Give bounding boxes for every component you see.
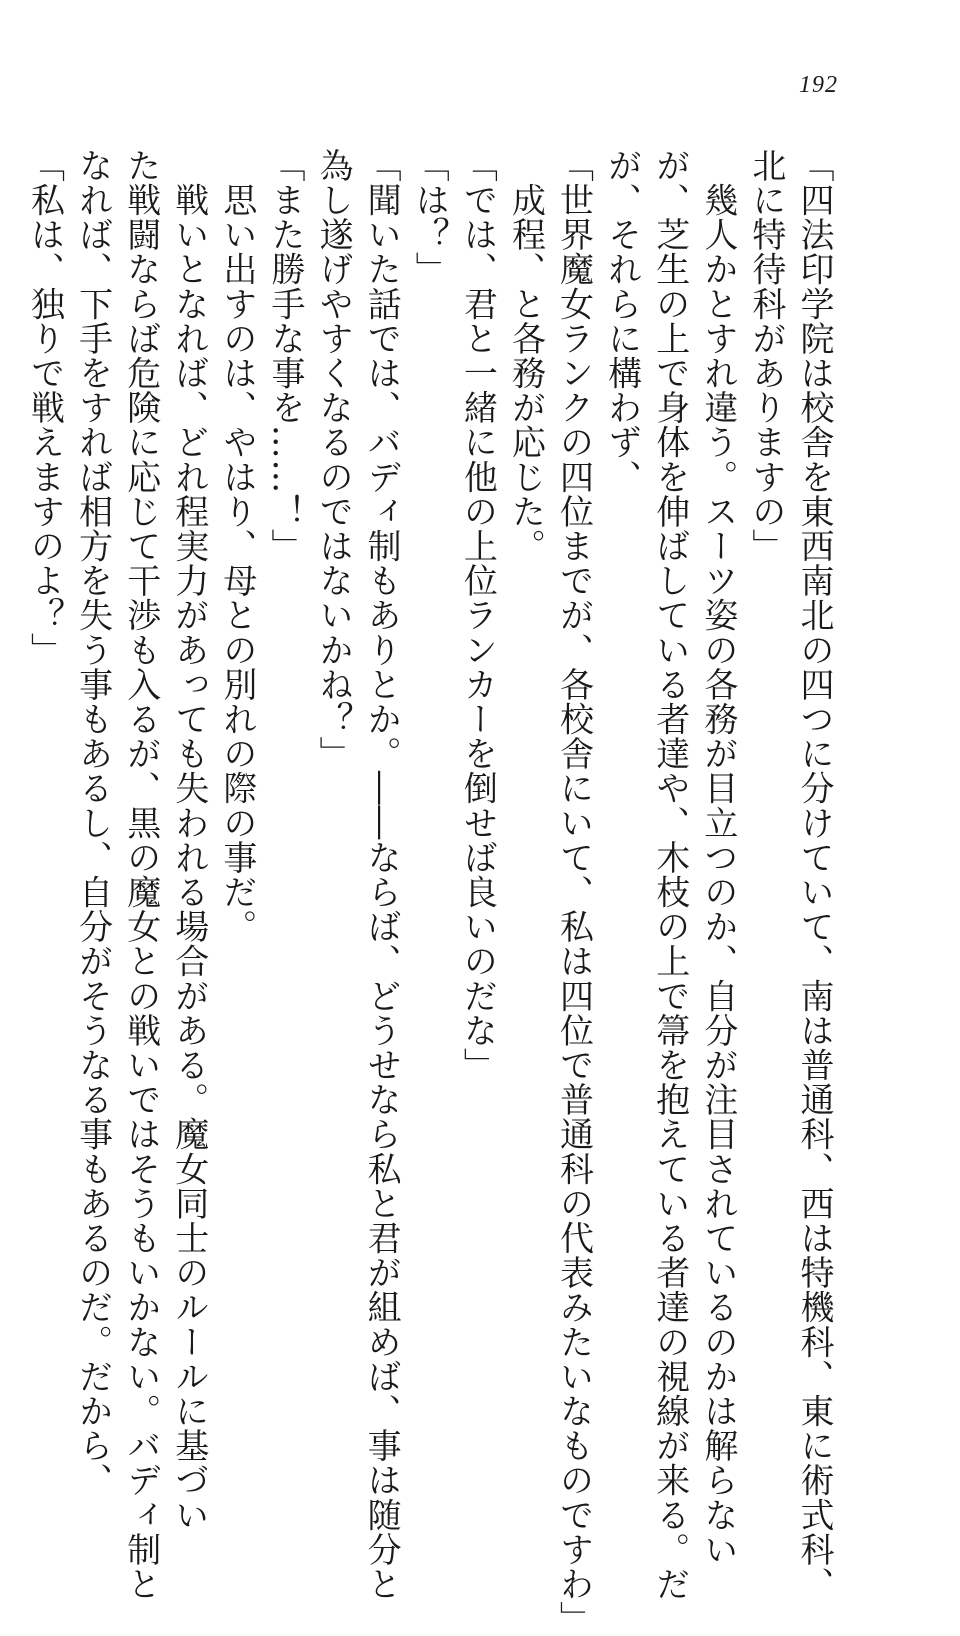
text-line: 「四法印学院は校舎を東西南北の四つに分けていて、南は普通科、西は特機科、東に術式科、 xyxy=(794,148,834,1602)
text-line: 幾人かとすれ違う。スーツ姿の各務が目立つのか、自分が注目されているのかは解らない xyxy=(697,148,738,1567)
text-line: 戦いとなれば、どれ程実力があっても失われる場合がある。魔女同士のルールに基づい xyxy=(168,148,209,1532)
text-line: 「では、君と一緒に他の上位ランカーを倒せば良いのだな」 xyxy=(457,148,498,1083)
body-text xyxy=(24,148,838,1636)
text-line: が、芝生の上で身体を伸ばしている者達や、木枝の上で箒を抱えている者達の視線が来る。だ xyxy=(649,148,690,1602)
text-line: なれば、下手をすれば相方を失う事もあるし、自分がそうなる事もあるのだ。だから、 xyxy=(72,148,113,1498)
text-line: 「世界魔女ランクの四位までが、各校舎にいて、私は四位で普通科の代表みたいなものですわ」 xyxy=(553,148,594,1636)
text-line: 「私は、独りで戦えますのよ？」 xyxy=(24,148,65,667)
text-line: 「は？」 xyxy=(409,148,450,287)
text-line: 「聞いた話では、バディ制もありとか。――ならば、どうせなら私と君が組めば、事は随分と xyxy=(361,148,402,1602)
text-line: 為し遂げやすくなるのではないかね？」 xyxy=(313,148,354,771)
text-line: が、それらに構わず、 xyxy=(601,148,642,494)
text-line: た戦闘ならば危険に応じて干渉も入るが、黒の魔女との戦いではそうもいかない。バディ制と xyxy=(120,148,161,1602)
page-number: 192 xyxy=(799,72,838,98)
text-line: 成程、と各務が応じた。 xyxy=(505,148,546,564)
text-line: 北に特待科がありますの」 xyxy=(745,148,786,564)
text-line: 「また勝手な事を……！」 xyxy=(264,148,305,564)
text-line: 思い出すのは、やはり、母との別れの際の事だ。 xyxy=(216,148,257,944)
